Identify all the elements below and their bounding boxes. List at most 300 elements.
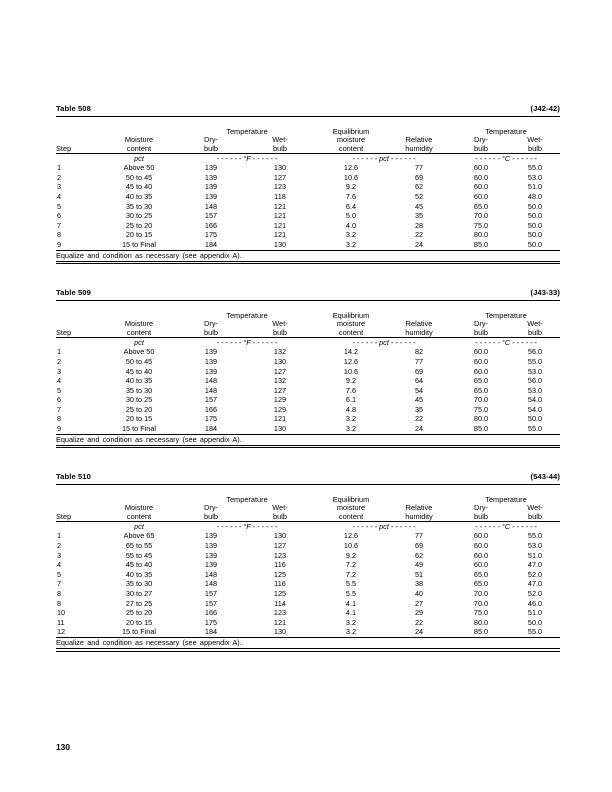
cell-wet-bulb-c: 53.0 — [527, 541, 543, 551]
cell-wet-bulb-f: 132 — [273, 376, 287, 386]
table-row — [56, 414, 560, 424]
cell-relative-humidity: 40 — [414, 589, 424, 598]
cell-emc: 4.1 — [345, 598, 357, 608]
table-caption — [56, 472, 560, 484]
cell-relative-humidity: 29 — [414, 608, 424, 618]
cell-wet-bulb-f: 123 — [273, 182, 287, 192]
cell-relative-humidity: 54 — [414, 385, 424, 395]
cell-step: 9 — [57, 424, 62, 434]
cell-emc: 9.2 — [345, 182, 357, 192]
spacer-cell — [316, 485, 386, 495]
column-header-dry-bulb-c: Dry- bulb — [474, 319, 488, 337]
table-row — [56, 541, 560, 551]
header-spacer-row — [56, 301, 560, 311]
table-title: Table 509 — [56, 288, 91, 298]
cell-step: 11 — [57, 617, 65, 627]
cell-wet-bulb-f: 123 — [273, 608, 287, 618]
cell-wet-bulb-f: 121 — [273, 230, 287, 240]
column-header-wet-bulb-c: Wet- bulb — [527, 503, 543, 521]
header-group-temperature-f: Temperature — [226, 311, 268, 321]
table-row — [56, 240, 560, 250]
cell-wet-bulb-f: 129 — [273, 395, 287, 405]
cell-dry-bulb-c: 60.0 — [473, 541, 489, 551]
cell-dry-bulb-c: 65.0 — [473, 385, 489, 395]
column-header-emc: moisture content — [336, 319, 366, 337]
cell-dry-bulb-c: 60.0 — [473, 531, 489, 541]
cell-moisture-content: 20 to 15 — [125, 617, 153, 627]
cell-step: 6 — [57, 395, 62, 405]
spacer-cell — [316, 117, 386, 127]
table-block — [56, 288, 560, 448]
cell-moisture-content: 30 to 25 — [125, 211, 153, 221]
units-fahrenheit: - - - - - - °F - - - - - - — [178, 522, 316, 532]
cell-wet-bulb-f: 116 — [274, 579, 286, 589]
cell-wet-bulb-c: 55.0 — [527, 531, 543, 541]
cell-wet-bulb-c: 51.0 — [527, 550, 543, 560]
cell-step: 10 — [57, 608, 66, 618]
table-body — [56, 338, 560, 445]
table-row — [56, 531, 560, 541]
cell-emc: 7.2 — [345, 569, 357, 579]
header-group-temperature-f: Temperature — [226, 127, 268, 136]
cell-step: 8 — [57, 598, 62, 608]
cell-wet-bulb-c: 53.0 — [527, 172, 543, 182]
cell-relative-humidity: 69 — [414, 172, 424, 182]
cell-dry-bulb-c: 60.0 — [473, 550, 489, 560]
drying-schedule-table — [56, 485, 560, 648]
cell-emc: 6.4 — [345, 201, 357, 211]
cell-relative-humidity: 27 — [414, 598, 424, 608]
cell-wet-bulb-c: 46.0 — [527, 598, 543, 608]
cell-step: 9 — [57, 239, 62, 249]
cell-moisture-content: 65 to 55 — [125, 541, 153, 551]
cell-dry-bulb-f: 148 — [204, 385, 218, 395]
cell-relative-humidity: 49 — [414, 560, 424, 570]
cell-dry-bulb-f: 184 — [204, 239, 218, 249]
cell-moisture-content: Above 50 — [123, 347, 155, 357]
column-header-wet-bulb-f: Wet- bulb — [272, 503, 288, 521]
cell-moisture-content: 15 to Final — [121, 424, 157, 434]
cell-wet-bulb-c: 52.0 — [527, 589, 543, 598]
cell-relative-humidity: 69 — [414, 366, 424, 376]
cell-wet-bulb-c: 50.0 — [527, 617, 543, 627]
cell-emc: 10.6 — [343, 172, 359, 182]
cell-dry-bulb-c: 65.0 — [473, 569, 489, 579]
cell-dry-bulb-c: 60.0 — [473, 172, 489, 182]
cell-relative-humidity: 64 — [414, 376, 424, 386]
column-header-moisture-content: Moisture content — [124, 135, 154, 153]
cell-emc: 4.1 — [345, 608, 357, 618]
table-bottom-rule — [56, 261, 560, 265]
cell-moisture-content: 50 to 45 — [125, 356, 153, 366]
cell-wet-bulb-f: 130 — [273, 356, 287, 366]
cell-dry-bulb-c: 65.0 — [473, 579, 489, 589]
cell-dry-bulb-f: 139 — [204, 172, 218, 182]
cell-dry-bulb-f: 157 — [204, 211, 218, 221]
cell-step: 2 — [57, 541, 62, 551]
cell-wet-bulb-f: 121 — [273, 201, 287, 211]
table-reference-code: (543-44) — [530, 472, 560, 482]
units-moisture-content-pct: pct — [100, 338, 178, 348]
cell-emc: 7.2 — [345, 560, 357, 570]
header-spacer-row — [56, 117, 560, 127]
table-row — [56, 618, 560, 628]
table-bottom-rule — [56, 445, 560, 449]
cell-wet-bulb-f: 132 — [273, 347, 287, 357]
cell-moisture-content: 50 to 45 — [125, 172, 153, 182]
spacer-cell — [100, 117, 178, 127]
units-row — [56, 338, 560, 348]
cell-relative-humidity: 52 — [414, 191, 424, 201]
table-row — [56, 608, 560, 618]
units-celsius: - - - - - - °C - - - - - - — [452, 154, 560, 164]
cell-emc: 3.2 — [345, 617, 357, 627]
cell-emc: 14.2 — [343, 347, 359, 357]
header-group-empty — [56, 311, 100, 320]
spacer-cell — [244, 301, 316, 311]
cell-relative-humidity: 62 — [414, 550, 424, 560]
cell-step: 3 — [57, 182, 62, 192]
cell-dry-bulb-f: 139 — [204, 560, 218, 570]
spacer-cell — [452, 301, 510, 311]
spacer-cell — [452, 485, 510, 495]
footer-note-row — [56, 637, 560, 648]
cell-step: 1 — [57, 347, 62, 357]
cell-relative-humidity: 62 — [414, 182, 424, 192]
cell-step: 12 — [57, 627, 66, 637]
cell-wet-bulb-c: 50.0 — [527, 230, 543, 240]
cell-wet-bulb-c: 47.0 — [527, 579, 543, 589]
column-header-dry-bulb-f: Dry- bulb — [204, 319, 218, 337]
header-group-temperature-c: Temperature — [485, 495, 527, 505]
column-header-dry-bulb-c: Dry- bulb — [474, 503, 488, 521]
cell-wet-bulb-f: 130 — [273, 531, 287, 541]
cell-wet-bulb-f: 123 — [273, 550, 287, 560]
units-row — [56, 522, 560, 532]
cell-dry-bulb-c: 80.0 — [473, 230, 489, 240]
cell-relative-humidity: 24 — [414, 239, 424, 249]
table-row — [56, 579, 560, 589]
header-group-temperature-c: Temperature — [485, 311, 527, 321]
cell-moisture-content: 27 to 25 — [125, 598, 153, 608]
table-row — [56, 367, 560, 377]
spacer-cell — [386, 117, 452, 127]
cell-emc: 10.6 — [343, 366, 359, 376]
table-row — [56, 386, 560, 396]
cell-dry-bulb-f: 175 — [204, 414, 218, 424]
column-header-dry-bulb-f: Dry- bulb — [204, 135, 218, 153]
cell-emc: 9.2 — [345, 376, 357, 386]
table-row — [56, 357, 560, 367]
cell-dry-bulb-c: 85.0 — [473, 627, 489, 637]
spacer-cell — [386, 301, 452, 311]
column-header-step: Step — [56, 512, 72, 522]
cell-dry-bulb-c: 60.0 — [473, 347, 489, 357]
table-row — [56, 424, 560, 434]
column-header-relative-humidity: Relative humidity — [405, 503, 433, 521]
cell-wet-bulb-f: 121 — [273, 211, 287, 221]
cell-step: 1 — [57, 531, 62, 541]
cell-dry-bulb-f: 139 — [204, 531, 218, 541]
cell-emc: 5.5 — [345, 579, 357, 589]
cell-dry-bulb-f: 139 — [204, 191, 218, 201]
cell-moisture-content: 40 to 35 — [125, 191, 153, 201]
cell-wet-bulb-f: 121 — [273, 414, 287, 424]
cell-dry-bulb-f: 139 — [204, 347, 218, 357]
cell-wet-bulb-c: 52.0 — [527, 569, 543, 579]
table-row — [56, 589, 560, 599]
column-header-step: Step — [56, 328, 72, 338]
cell-emc: 4.0 — [345, 220, 357, 230]
cell-dry-bulb-c: 80.0 — [473, 414, 489, 424]
table-head — [56, 485, 560, 522]
spacer-cell — [178, 117, 244, 127]
spacer-cell — [56, 485, 100, 495]
cell-dry-bulb-c: 75.0 — [473, 404, 489, 414]
cell-wet-bulb-c: 47.0 — [527, 560, 543, 570]
cell-relative-humidity: 22 — [414, 617, 424, 627]
cell-dry-bulb-f: 139 — [204, 356, 218, 366]
cell-dry-bulb-c: 65.0 — [473, 376, 489, 386]
cell-moisture-content: 25 to 20 — [125, 404, 153, 414]
table-caption — [56, 288, 560, 300]
cell-step: 2 — [57, 172, 62, 182]
cell-wet-bulb-f: 116 — [274, 560, 286, 570]
cell-dry-bulb-c: 75.0 — [473, 608, 489, 618]
cell-dry-bulb-f: 166 — [204, 404, 218, 414]
cell-wet-bulb-f: 130 — [273, 627, 287, 637]
spacer-cell — [510, 485, 560, 495]
spacer-cell — [100, 301, 178, 311]
cell-wet-bulb-f: 130 — [273, 424, 287, 434]
table-row — [56, 221, 560, 231]
cell-dry-bulb-f: 175 — [204, 230, 218, 240]
cell-step: 4 — [57, 560, 62, 570]
column-header-relative-humidity: Relative humidity — [405, 319, 433, 337]
cell-emc: 3.2 — [345, 230, 357, 240]
table-row — [56, 560, 560, 570]
cell-step: 3 — [57, 366, 62, 376]
cell-relative-humidity: 45 — [414, 395, 424, 405]
cell-step: 5 — [57, 569, 62, 579]
table-body — [56, 522, 560, 648]
cell-emc: 6.1 — [345, 395, 357, 405]
cell-wet-bulb-f: 130 — [273, 239, 287, 249]
column-header-emc: moisture content — [336, 503, 366, 521]
cell-dry-bulb-f: 148 — [204, 376, 218, 386]
cell-dry-bulb-c: 70.0 — [473, 598, 489, 608]
table-row — [56, 376, 560, 386]
cell-moisture-content: 35 to 30 — [125, 579, 153, 589]
cell-wet-bulb-f: 121 — [273, 220, 287, 230]
cell-dry-bulb-f: 184 — [204, 627, 218, 637]
units-pct: - - - - - - pct - - - - - - — [316, 154, 452, 164]
footer-note: Equalize and condition as necessary (see appendix A). — [56, 637, 560, 648]
table-block — [56, 104, 560, 264]
header-group-empty — [56, 495, 100, 504]
spacer-cell — [510, 117, 560, 127]
cell-wet-bulb-c: 53.0 — [527, 366, 543, 376]
cell-dry-bulb-c: 60.0 — [473, 191, 489, 201]
header-group-emc-line1: Equilibrium — [332, 495, 370, 505]
cell-relative-humidity: 24 — [414, 627, 424, 637]
cell-emc: 3.2 — [345, 627, 357, 637]
cell-step: 4 — [57, 376, 62, 386]
spacer-cell — [244, 485, 316, 495]
cell-dry-bulb-c: 70.0 — [473, 211, 489, 221]
header-subcolumn-row — [56, 320, 560, 338]
cell-moisture-content: 45 to 40 — [125, 182, 153, 192]
table-row — [56, 395, 560, 405]
spacer-cell — [510, 301, 560, 311]
table-row — [56, 627, 560, 637]
cell-emc: 3.2 — [345, 424, 357, 434]
cell-step: 8 — [57, 414, 62, 424]
cell-moisture-content: 15 to Final — [121, 239, 157, 249]
cell-dry-bulb-c: 80.0 — [473, 617, 489, 627]
cell-wet-bulb-c: 51.0 — [527, 608, 543, 618]
cell-dry-bulb-c: 70.0 — [473, 589, 489, 598]
column-header-step: Step — [56, 144, 72, 154]
cell-wet-bulb-f: 127 — [273, 172, 287, 182]
table-row — [56, 192, 560, 202]
cell-wet-bulb-f: 118 — [274, 191, 286, 201]
cell-wet-bulb-f: 127 — [273, 366, 287, 376]
table-row — [56, 230, 560, 240]
cell-relative-humidity: 38 — [414, 579, 424, 589]
cell-dry-bulb-f: 148 — [204, 569, 218, 579]
footer-note-row — [56, 434, 560, 445]
spacer-cell — [316, 301, 386, 311]
cell-step: 7 — [57, 579, 62, 589]
cell-relative-humidity: 35 — [414, 404, 424, 414]
cell-relative-humidity: 35 — [414, 211, 424, 221]
cell-dry-bulb-f: 139 — [204, 182, 218, 192]
cell-emc: 3.2 — [345, 414, 357, 424]
cell-step: 5 — [57, 201, 62, 211]
column-header-moisture-content: Moisture content — [124, 319, 154, 337]
page-number: 130 — [56, 742, 70, 752]
cell-wet-bulb-c: 55.0 — [527, 627, 543, 637]
column-header-emc: moisture content — [336, 135, 366, 153]
cell-emc: 9.2 — [345, 550, 357, 560]
cell-step: 1 — [57, 163, 62, 173]
spacer-cell — [100, 485, 178, 495]
cell-wet-bulb-f: 121 — [273, 617, 287, 627]
cell-relative-humidity: 77 — [414, 531, 424, 541]
column-header-wet-bulb-c: Wet- bulb — [527, 135, 543, 153]
footer-note-row — [56, 250, 560, 261]
cell-relative-humidity: 69 — [414, 541, 424, 551]
cell-moisture-content: 55 to 45 — [125, 550, 153, 560]
units-empty-step — [56, 154, 100, 164]
units-celsius: - - - - - - °C - - - - - - — [452, 522, 560, 532]
cell-wet-bulb-f: 130 — [273, 163, 287, 173]
cell-step: 4 — [57, 191, 62, 201]
cell-moisture-content: Above 65 — [123, 531, 155, 541]
cell-wet-bulb-c: 50.0 — [527, 201, 543, 211]
cell-emc: 7.6 — [345, 191, 357, 201]
column-header-dry-bulb-c: Dry- bulb — [474, 135, 488, 153]
cell-wet-bulb-c: 54.0 — [527, 404, 543, 414]
header-group-empty — [56, 127, 100, 136]
drying-schedule-table — [56, 117, 560, 261]
cell-emc: 12.6 — [343, 163, 359, 173]
footer-note: Equalize and condition as necessary (see appendix A). — [56, 434, 560, 445]
column-header-wet-bulb-f: Wet- bulb — [272, 135, 288, 153]
header-subcolumn-row — [56, 136, 560, 154]
cell-emc: 5.5 — [345, 589, 357, 598]
spacer-cell — [178, 301, 244, 311]
cell-moisture-content: Above 50 — [123, 163, 155, 173]
table-title: Table 508 — [56, 104, 91, 113]
spacer-cell — [178, 485, 244, 495]
cell-emc: 5.0 — [345, 211, 357, 221]
cell-wet-bulb-c: 56.0 — [527, 347, 543, 357]
cell-dry-bulb-f: 139 — [204, 366, 218, 376]
cell-moisture-content: 40 to 35 — [125, 376, 153, 386]
table-row — [56, 173, 560, 183]
cell-wet-bulb-c: 50.0 — [527, 211, 543, 221]
cell-emc: 12.6 — [343, 356, 359, 366]
cell-dry-bulb-f: 157 — [204, 589, 218, 598]
units-row — [56, 154, 560, 164]
cell-step: 7 — [57, 220, 62, 230]
table-block — [56, 472, 560, 651]
cell-emc: 12.6 — [343, 531, 359, 541]
cell-dry-bulb-c: 60.0 — [473, 366, 489, 376]
table-row — [56, 551, 560, 561]
cell-wet-bulb-c: 56.0 — [527, 376, 543, 386]
units-moisture-content-pct: pct — [100, 154, 178, 164]
cell-wet-bulb-f: 127 — [273, 541, 287, 551]
cell-dry-bulb-c: 85.0 — [473, 239, 489, 249]
spacer-cell — [244, 117, 316, 127]
cell-wet-bulb-c: 54.0 — [527, 395, 543, 405]
cell-dry-bulb-c: 70.0 — [473, 395, 489, 405]
cell-wet-bulb-c: 55.0 — [527, 424, 543, 434]
cell-moisture-content: 20 to 15 — [125, 414, 153, 424]
cell-wet-bulb-f: 129 — [273, 404, 287, 414]
cell-dry-bulb-f: 139 — [204, 550, 218, 560]
cell-moisture-content: 15 to Final — [121, 627, 157, 637]
cell-emc: 3.2 — [345, 239, 357, 249]
cell-step: 5 — [57, 385, 62, 395]
table-bottom-rule — [56, 648, 560, 652]
cell-wet-bulb-f: 125 — [273, 569, 287, 579]
units-empty-step — [56, 522, 100, 532]
table-row — [56, 405, 560, 415]
table-head — [56, 117, 560, 154]
cell-step: 2 — [57, 356, 62, 366]
cell-moisture-content: 45 to 40 — [125, 560, 153, 570]
cell-moisture-content: 20 to 15 — [125, 230, 153, 240]
column-header-wet-bulb-c: Wet- bulb — [527, 319, 543, 337]
cell-dry-bulb-f: 139 — [204, 163, 218, 173]
cell-wet-bulb-c: 50.0 — [527, 239, 543, 249]
column-header-relative-humidity: Relative humidity — [405, 135, 433, 153]
header-subcolumn-row — [56, 504, 560, 522]
spacer-cell — [452, 117, 510, 127]
cell-dry-bulb-c: 60.0 — [473, 356, 489, 366]
table-row — [56, 211, 560, 221]
cell-step: 8 — [57, 589, 62, 598]
footer-note: Equalize and condition as necessary (see appendix A). — [56, 250, 560, 261]
cell-dry-bulb-c: 85.0 — [473, 424, 489, 434]
table-row — [56, 163, 560, 173]
cell-moisture-content: 30 to 25 — [125, 395, 153, 405]
cell-wet-bulb-c: 48.0 — [527, 191, 543, 201]
